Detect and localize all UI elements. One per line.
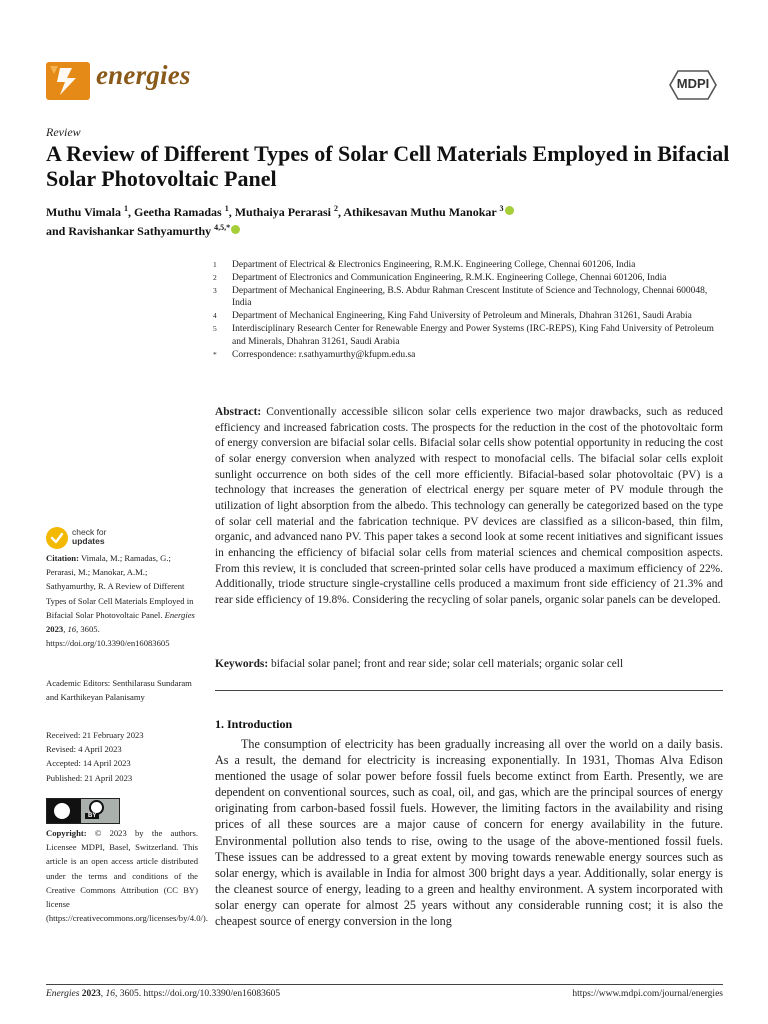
mdpi-logo[interactable] [664, 68, 722, 102]
academic-editors: Academic Editors: Senthilarasu Sundaram and Karthikeyan Palanisamy [46, 678, 192, 703]
cc-logo-icon [47, 799, 81, 823]
journal-logo-icon [46, 62, 90, 100]
introduction-text [215, 736, 723, 929]
received-date: Received: 21 February 2023 [46, 730, 144, 740]
check-updates-label [72, 528, 107, 546]
affiliation-number: 5 [213, 323, 217, 333]
check-updates-line2: updates [72, 536, 105, 546]
affiliation-text: Department of Mechanical Engineering, King Fahd University of Petroleum and Minerals, Dhahran 31261, Saudi Arabia [232, 311, 692, 322]
keywords-label: Keywords: [215, 658, 269, 670]
abstract-label: Abstract: [215, 406, 262, 418]
published-date: Published: 21 April 2023 [46, 772, 133, 783]
keywords [215, 657, 723, 672]
affiliation-item [213, 272, 723, 285]
abstract [215, 405, 723, 609]
affiliation-text: Department of Electrical & Electronics Engineering, R.M.K. Engineering College, Chennai 601206, India [232, 260, 636, 270]
citation-block: Citation: Vimala, M.; Ramadas, G.; Perarasi, M.; Manokar, A.M.; Sathyamurthy, R. A Review of Different Types of Solar Cell Materials Employed in Bifacial Solar Photovoltaic Panel. Energies 2023, 16, 3605. https://doi.org/10.3390/en16083605 [46, 553, 195, 649]
citation-year: 2023 [46, 624, 64, 635]
journal-name[interactable]: energies [96, 60, 191, 90]
publisher-name: MDPI [676, 76, 710, 91]
affiliation-text: Interdisciplinary Research Center for Renewable Energy and Power Systems (IRC-REPS), King Fahd University of Petroleum and Minerals, Dhahran 31261, Saudi Arabia [232, 323, 714, 347]
footer-journal: Energies [46, 989, 80, 999]
orcid-icon[interactable] [231, 225, 240, 234]
footer-citation: Energies 2023, 16, 3605. https://doi.org/10.3390/en16083605 [46, 989, 281, 999]
cc-by-label: BY [85, 813, 99, 819]
section-divider [215, 690, 723, 691]
citation-label: Citation: [46, 553, 79, 563]
author-affiliation: 2 [334, 204, 339, 213]
keywords-text: bifacial solar panel; front and rear side; solar cell materials; organic solar cell [271, 658, 624, 670]
article-type: Review [46, 125, 81, 139]
author-name[interactable]: Ravishankar Sathyamurthy [68, 224, 212, 238]
author-name[interactable]: Athikesavan Muthu Manokar [343, 205, 497, 219]
affiliation-text: Department of Electronics and Communication Engineering, R.M.K. Engineering College, Chennai 601206, India [232, 272, 667, 283]
affiliation-number: 4 [213, 311, 217, 321]
footer-divider [46, 984, 723, 985]
paragraph-text: The consumption of electricity has been gradually increasing all over the world on a daily basis. As a result, the demand for electricity is increasing exponentially. In 1931, Thomas Alva Edison mentioned the usage of solar power before fossil fuels become extinct from Earth. Presently, we are dependent on conventional sources, such as coal, oil, and gas, which are the principal sources of energy originating from carbon-based fossil fuels. However, the limiting factors in the availability and rising prices of all these sources are a major cause of concern for energy availability in the future. Environmental pollution also tends to rise, owing to the usage of the above-mentioned fossil fuels. These issues can be addressed to a great extent by moving towards renewable energy sources such as solar energy, which is available in India for almost 300 bright days a year. Additionally, solar energy is the cleanest source of energy, leading to a green and healthy environment. A system incorporated with solar energy can operate for almost 25 years without any considerable running cost; it is also the cheapest source of energy conversion in the long [215, 737, 723, 929]
check-for-updates-badge[interactable] [46, 527, 126, 549]
article-title: A Review of Different Types of Solar Cell Materials Employed in Bifacial Solar Photovoltaic Panel [46, 141, 730, 191]
cc-by-license-badge[interactable] [46, 798, 120, 824]
author-affiliation: 1 [124, 204, 129, 213]
footer-doi[interactable]: 3605. https://doi.org/10.3390/en16083605 [119, 989, 281, 999]
footer-journal-url[interactable]: https://www.mdpi.com/journal/energies [572, 989, 723, 999]
correspondence-email[interactable]: Correspondence: r.sathyamurthy@kfupm.edu.sa [232, 349, 416, 360]
citation-doi[interactable]: 3605. https://doi.org/10.3390/en16083605 [46, 624, 170, 649]
affiliation-number: 3 [213, 285, 217, 295]
affiliation-number: 1 [213, 260, 217, 269]
affiliation-item [213, 323, 723, 349]
check-updates-line1: check for [72, 527, 107, 537]
footer-year: 2023 [81, 989, 101, 999]
check-updates-icon [46, 527, 68, 549]
affiliations [213, 259, 723, 361]
accepted-date: Accepted: 14 April 2023 [46, 758, 131, 769]
affiliation-text: Department of Mechanical Engineering, B.S. Abdur Rahman Crescent Institute of Science and Technology, Chennai 600048, India [232, 285, 708, 309]
affiliation-item [213, 310, 723, 323]
publication-dates [46, 728, 198, 785]
author-affiliation: 4,5,* [214, 223, 231, 232]
author-list: Muthu Vimala $^1$, Geetha Ramadas $^1$, Muthaiya Perarasi $^2$, Athikesavan Muthu Manokar $^3$ and Ravishankar Sathyamurthy $^{4,5,*}$ [46, 201, 736, 239]
affiliation-item [213, 285, 723, 311]
author-affiliation: 1 [224, 204, 229, 213]
revised-date: Revised: 4 April 2023 [46, 744, 122, 755]
copyright-notice [46, 826, 208, 925]
citation-text: Vimala, M.; Ramadas, G.; Perarasi, M.; Manokar, A.M.; Sathyamurthy, R. A Review of Different Types of Solar Cell Materials Employed in Bifacial Solar Photovoltaic Panel. [46, 553, 194, 620]
affiliation-item [213, 349, 723, 362]
author-name[interactable]: Geetha Ramadas [134, 205, 222, 219]
section-heading: 1. Introduction [215, 717, 293, 731]
copyright-text: © 2023 by the authors. Licensee MDPI, Basel, Switzerland. This article is an open access article distributed under the terms and conditions of the Creative Commons Attribution (CC BY) license (https://creativecommons.org/licenses/by/4.0/). [46, 828, 208, 924]
copyright-label: Copyright: [46, 828, 87, 838]
orcid-icon[interactable] [505, 206, 514, 215]
abstract-text: Conventionally accessible silicon solar cells experience two major drawbacks, such as reduced efficiency and increased fabrication costs. The prospects for the reduction in the cost of the photovoltaic form of energy conversion are bifacial solar cells. Bifacial solar cells show potential opportunity in reducing the cost of solar energy conversion when analyzed with respect to monofacial cells. The bifacial solar cells exploit sunlight occurrence on both sides of the cell more efficiently. Bifacial-based solar photovoltaic (PV) is a technology that increases the generation of electrical energy per square meter of PV module through the utilization of light absorption from the albedo. This technology can generally be categorized based on the type of solar cell material and the fabrication technique. PV devices are classified as a silicon-based, thin film, organic, and advanced nano PV. This paper takes a second look at some recent initiatives and significant issues in enhancing the efficiency of bifacial solar cells from material sciences and chemical composition aspects. From this review, it is concluded that screen-printed solar cells have produced a maximum efficiency of 22%. Additionally, triode structure single-crystalline cells produced a maximum front side efficiency of 21.3% and rear side efficiency of 19.8%. Considering the recycling of solar panels, organic solar panels can be developed. [215, 406, 723, 606]
footer-volume: 16 [105, 989, 116, 999]
author-name[interactable]: Muthu Vimala [46, 205, 122, 219]
affiliation-item [213, 259, 723, 272]
author-name[interactable]: Muthaiya Perarasi [234, 205, 332, 219]
affiliation-number: * [213, 349, 217, 359]
citation-journal: Energies [164, 609, 195, 620]
affiliation-number: 2 [213, 272, 217, 282]
author-affiliation: 3 [499, 204, 504, 213]
citation-volume: 16 [67, 624, 77, 635]
